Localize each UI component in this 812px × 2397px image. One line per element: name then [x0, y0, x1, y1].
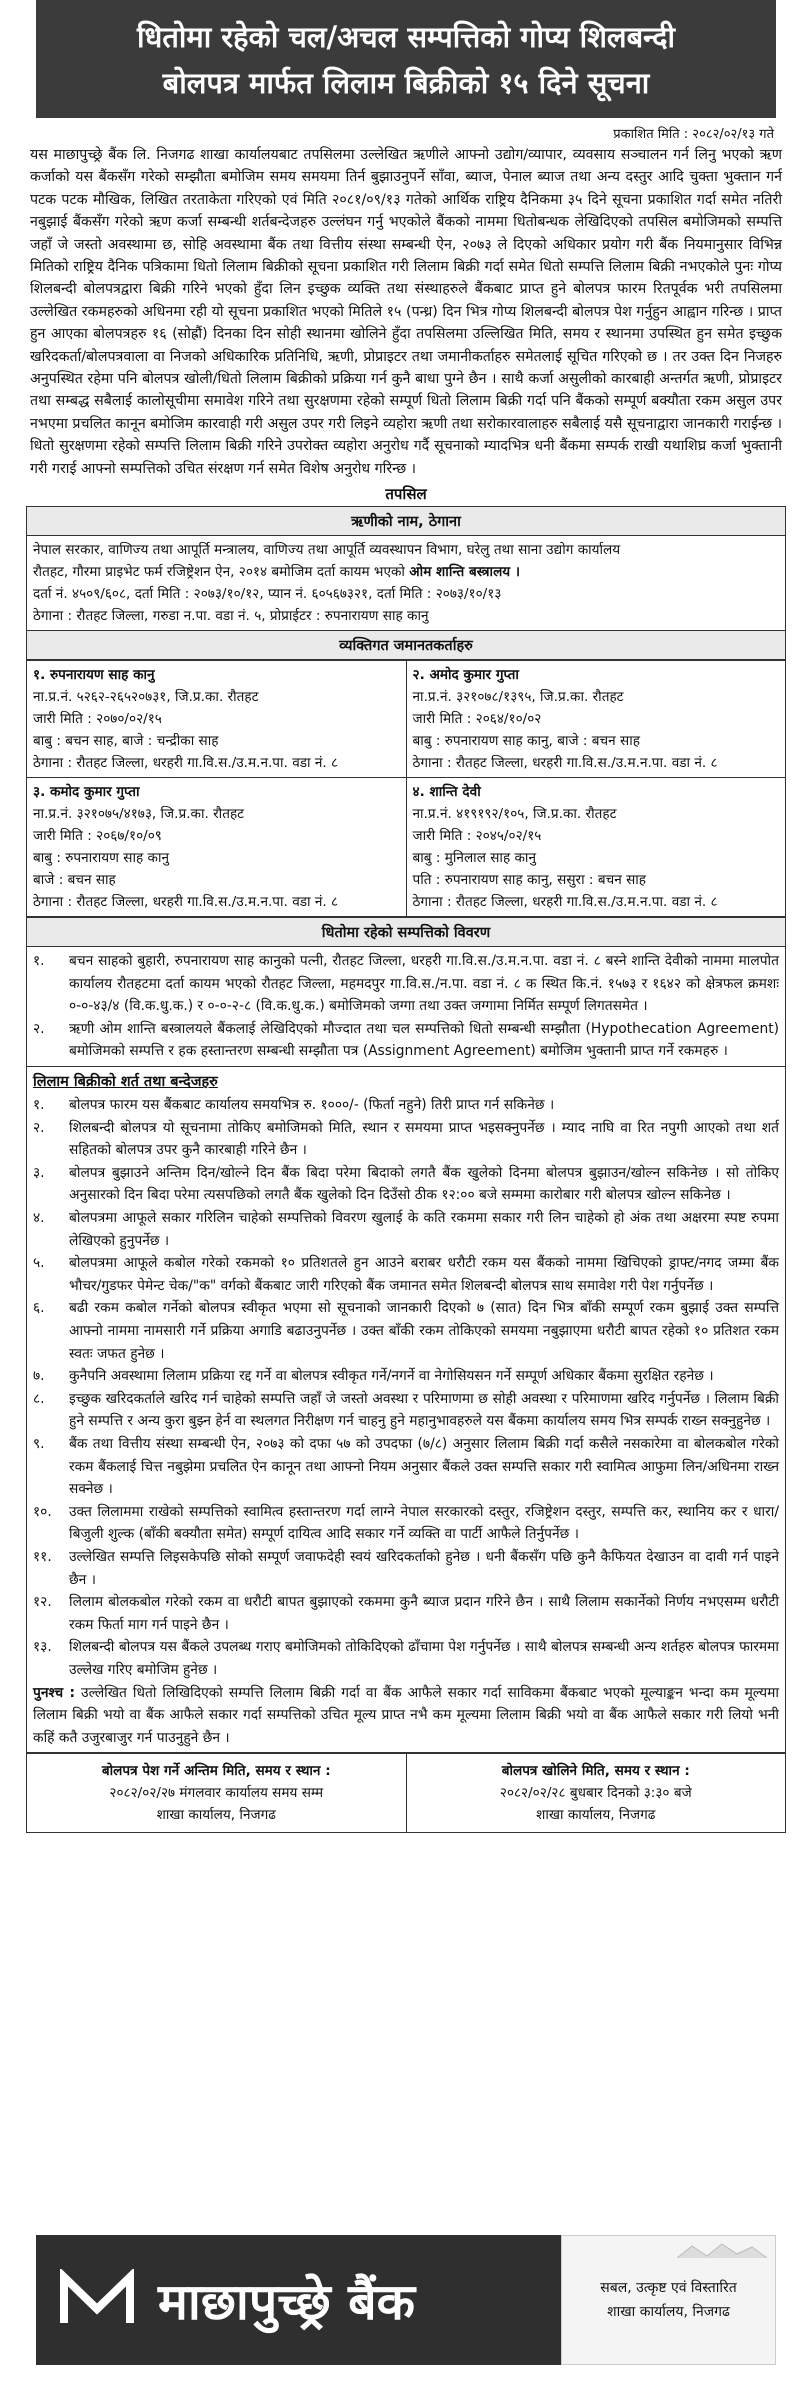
item-text: उक्त लिलाममा राखेको सम्पत्तिको स्वामित्व हस्तान्तरण गर्दा लाग्ने नेपाल सरकारको दस्तुर, रजिष्ट्रेशन दस्तुर, सम्पत्ति कर, स्थानिय कर र धारा/बिजुली शुल्क (बाँकी बक्यौता समेत) सम्पूर्ण दायित्व आदि सकार गर्ने व्यक्ति वा पार्टी आफैले तिर्नुपर्नेछ । — [69, 1503, 779, 1543]
collateral-list — [33, 950, 779, 1063]
bank-footer — [36, 2235, 776, 2365]
item-text: ऋणी ओम शान्ति बस्त्रालयले बैंकलाई लेखिदिएको मौज्दात तथा चल सम्पत्तिको धितो सम्बन्धी सम्झौता (Hypothecation Agreement) बमोजिमको सम्पत्ति र हक हस्तान्तरण सम्बन्धी सम्झौता पत्र (Assignment Agreement) बमोजिम भुक्तानी प्राप्त गर्ने रकमहरु । — [69, 1020, 779, 1060]
item-number: २. — [33, 1119, 45, 1136]
list-item — [33, 1018, 779, 1063]
item-number: ७. — [33, 1368, 45, 1385]
item-number: १२. — [33, 1594, 52, 1611]
list-item — [33, 1636, 779, 1681]
submission-place: शाखा कार्यालय, निजगढ — [156, 1807, 276, 1824]
item-text: कुनैपनि अवस्थामा लिलाम प्रक्रिया रद्द गर्ने वा बोलपत्र स्वीकृत गर्ने/नगर्ने वा नेगोसियसन गर्ने सम्पूर्ण अधिकार बैंकमा सुरक्षित रहनेछ । — [69, 1368, 714, 1385]
borrower-line-2-text: रौतहट, गौरमा प्राइभेट फर्म रजिष्ट्रेशन ऐन, २०१४ बमोजिम दर्ता कायम भएको — [33, 564, 410, 581]
borrower-heading: ऋणीको नाम, ठेगाना — [27, 507, 786, 536]
opening-time: २०८२/०२/२८ बुधबार दिनको ३:३० बजे — [499, 1785, 692, 1802]
conditions-body — [27, 1067, 786, 1753]
item-text: बचन साहको बुहारी, रुपनारायण साह कानुको पत्नी, रौतहट जिल्ला, धरहरी गा.वि.स./उ.म.न.पा. वडा नं. ८ बस्ने शान्ति देवीको नाममा मालपोत कार्यालय रौतहटमा दर्ता कायम भएको रौतहट जिल्ला, महमदपुर गा.वि.स./न.पा. वडा नं. ८ क स्थित कि.नं. १५७३ र १६४२ को क्षेत्रफल क्रमशः ०-०-४३/४ (वि.क.धु.क.) र ०-०-२-८ (वि.क.धु.क.) बमोजिमको जग्गा तथा उक्त जग्गामा निर्मित सम्पूर्ण लिगतसमेत । — [69, 953, 779, 1015]
borrower-table — [26, 506, 786, 660]
guarantor-issued: जारी मिति : २०६७/१०/०९ — [33, 828, 162, 845]
list-item — [33, 1297, 779, 1365]
item-number: १३. — [33, 1639, 52, 1656]
item-text: लिलाम बोलकबोल गरेको रकम वा धरौटी बापत बुझाएको रकममा कुनै ब्याज प्रदान गरिने छैन । साथै लिलाम सकार्नेको निर्णय नभएसम्म धरौटी रकम फिर्ता माग गर्न पाइने छैन । — [69, 1594, 779, 1633]
postscript-text: उल्लेखित धितो लिखिदिएको सम्पत्ति लिलाम बिक्री गर्दा वा बैंक आफैले सकार गर्दा साविकमा बैंकबाट भएको मूल्याङ्कन भन्दा कम मूल्यमा लिलाम बिक्री भयो वा बैंक आफैले सकार गर्दा सम्पत्तिको उचित मूल्य प्राप्त नभै कम मूल्यमा लिलाम बिक्री भयो वा बैंक आफैले सकार गरी लियो भनी कहिं कतै उजुरबाजुर गर्न पाउनुहुने छैन । — [33, 1684, 779, 1746]
item-number: १०. — [33, 1503, 52, 1520]
conditions-list — [33, 1094, 779, 1681]
list-item — [33, 1094, 779, 1117]
guarantor-relation: बाबु : रुपनारायण साह कानु, बाजे : बचन साह — [412, 733, 640, 750]
collateral-table — [26, 917, 786, 1753]
item-text: बोलपत्रमा आफूले कबोल गरेको रकमको १० प्रतिशतले हुन आउने बराबर धरौटी रकम यस बैंकको नाममा खिचिएको ड्राफ्ट/नगद जम्मा बैंक भौचर/गुडफर पेमेन्ट चेक/"क" वर्गको बैंकबाट जारी गरिएको बैंक जमानत समेत शिलबन्दी बोलपत्र साथ समावेश गरी पेश गर्नुपर्नेछ । — [69, 1255, 779, 1294]
mountain-logo-icon — [58, 2269, 136, 2331]
branch-info — [561, 2235, 776, 2365]
guarantor-card — [406, 778, 786, 917]
submission-time: २०८२/०२/२७ मंगलवार कार्यालय समय सम्म — [109, 1785, 324, 1802]
item-text: बैंक तथा वित्तीय संस्था सम्बन्धी ऐन, २०७३ को दफा ५७ को उपदफा (७/८) अनुसार लिलाम बिक्री गर्दा कसैले नसकारेमा वा बोलकबोल गरेको रकम बैंकलाई चित्त नबुझेमा प्रचलित ऐन कानून तथा आफ्नो नियम अनुसार बैंकले उक्त सम्पत्ति सकार गरी स्वामित्व आफुमा लिन/अधिनमा राख्न सक्नेछ । — [69, 1435, 779, 1498]
guarantor-name: ३. कमोद कुमार गुप्ता — [33, 784, 140, 801]
guarantor-issued: जारी मिति : २०६४/१०/०२ — [412, 711, 542, 728]
item-text: शिलबन्दी बोलपत्र यो सूचनामा तोकिए बमोजिमको मिति, स्थान र समयमा प्राप्त भइसक्नुपर्नेछ । म्याद नाघि वा रित नपुगी आएको तथा शर्त सहितको बोलपत्र उपर कुनै कारबाही गरिने छैन । — [69, 1119, 779, 1159]
item-number: ८. — [33, 1390, 45, 1407]
borrower-firm-name: ओम शान्ति बस्त्रालय । — [409, 564, 521, 581]
item-number: १. — [33, 1097, 45, 1114]
opening-schedule — [406, 1754, 786, 1833]
guarantors-heading: व्यक्तिगत जमानतकर्ताहरु — [27, 631, 786, 660]
title-line-2: बोलपत्र मार्फत लिलाम बिक्रीको १५ दिने सूचना — [162, 66, 650, 100]
list-item — [33, 950, 779, 1018]
guarantors-table — [26, 660, 786, 917]
guarantor-citizenship: ना.प्र.नं. ३२१०७८/१३९५, जि.प्र.का. रौतहट — [412, 689, 624, 706]
mountain-peaks-icon — [677, 2242, 767, 2258]
guarantor-relation: बाबु : मुनिलाल साह कानु — [412, 850, 536, 867]
item-text: बोलपत्र फारम यस बैंकबाट कार्यालय समयभित्र रु. १०००/- (फिर्ता नहुने) तिरी प्राप्त गर्न सकिनेछ । — [69, 1097, 555, 1114]
item-text: उल्लेखित सम्पत्ति लिइसकेपछि सोको सम्पूर्ण जवाफदेही स्वयं खरिदकर्ताको हुनेछ । धनी बैंकसँग पछि कुनै कैफियत देखाउन वा दावी गर्न पाइने छैन । — [69, 1548, 779, 1588]
guarantor-name: ४. शान्ति देवी — [412, 784, 481, 801]
guarantor-address: ठेगाना : रौतहट जिल्ला, धरहरी गा.वि.स./उ.म.न.पा. वडा नं. ८ — [33, 755, 339, 772]
list-item — [33, 1117, 779, 1162]
borrower-line-3: दर्ता नं. ४५०९/६०८, दर्ता मिति : २०७३/१०/१२, प्यान नं. ६०५६७३२१, दर्ता मिति : २०७३/१०/१३ — [33, 586, 502, 603]
submission-schedule — [27, 1754, 407, 1833]
guarantor-relation-2: पति : रुपनारायण साह कानु, ससुरा : बचन साह — [412, 872, 647, 889]
published-date: प्रकाशित मिति : २०८२/०२/१३ गते — [613, 127, 774, 142]
item-number: ३. — [33, 1164, 45, 1181]
guarantor-relation: बाबु : बचन साह, बाजे : चन्द्रीका साह — [33, 733, 219, 750]
list-item — [33, 1388, 779, 1433]
item-number: १. — [33, 953, 45, 970]
borrower-line-1: नेपाल सरकार, वाणिज्य तथा आपूर्ति मन्त्रालय, वाणिज्य तथा आपूर्ति व्यवस्थापन विभाग, घरेलु तथा साना उद्योग कार्यालय — [33, 542, 621, 559]
item-number: ११. — [33, 1548, 52, 1565]
item-number: ९. — [33, 1435, 45, 1452]
item-number: २. — [33, 1020, 45, 1037]
guarantor-address: ठेगाना : रौतहट जिल्ला, धरहरी गा.वि.स./उ.म.न.पा. वडा नं. ८ — [412, 755, 718, 772]
guarantor-card — [27, 661, 407, 778]
list-item — [33, 1501, 779, 1546]
bank-name: माछापुच्छ्रे बैंक — [158, 2273, 416, 2331]
guarantor-relation: बाबु : रुपनारायण साह कानु — [33, 850, 170, 867]
item-text: बोलपत्र बुझाउने अन्तिम दिन/खोल्ने दिन बैंक बिदा परेमा बिदाको लगतै बैंक खुलेको दिनमा बोलपत्र बुझाउन/खोल्न सकिनेछ । सो तोकिए अनुसारको दिन बिदा परेमा त्यसपछिको लगतै बैंक खुलेको दिन दिउँसो ठीक १२:०० बजे सम्ममा कारोबार गरी बोलपत्र खोल्न सकिनेछ । — [69, 1164, 779, 1204]
guarantor-issued: जारी मिति : २०७०/०२/१५ — [33, 711, 162, 728]
item-number: ५. — [33, 1255, 45, 1272]
item-number: ६. — [33, 1300, 45, 1317]
list-item — [33, 1252, 779, 1297]
list-item — [33, 1433, 779, 1501]
item-text: बोलपत्रमा आफूले सकार गरिलिन चाहेको सम्पत्तिको विवरण खुलाई के कति रकममा सकार गरी लिन चाहेको हो अंक तथा अक्षरमा स्पष्ट रुपमा लेखिएको हुनुपर्नेछ । — [69, 1210, 779, 1249]
conditions-heading: लिलाम बिक्रीको शर्त तथा बन्देजहरु — [33, 1074, 218, 1091]
borrower-line-4: ठेगाना : रौतहट जिल्ला, गरुडा न.पा. वडा नं. ५, प्रोप्राईटर : रुपनारायण साह कानु — [33, 608, 429, 625]
intro-paragraph: यस माछापुच्छ्रे बैंक लि. निजगढ शाखा कार्यालयबाट तपसिलमा उल्लेखित ऋणीले आफ्नो उद्योग/व्यापार, व्यवसाय सञ्चालन गर्न लिनु भएको ऋण कर्जाको यस बैंकसँग गरेको सम्झौता बमोजिम समय समयमा तिर्न बुझाउनुपर्ने साँवा, ब्याज, पेनाल ब्याज तथा अन्य दस्तुर आदि चुक्ता भुक्तान गर्न पटक पटक मौखिक, लिखित तरताकेता गरिएको एवं मिति २०८१/०९/१३ गतेको आर्थिक राष्ट्रिय दैनिकमा ३५ दिने सूचना प्रकाशित गर्दा समेत नतिरी नबुझाई बैंकसँग गरेको ऋण कर्जा सम्बन्धी शर्तबन्देजहरु उल्लंघन गर्नु भएकोले बैंकको नाममा धितोबन्धक लेखिदिएको तपसिल बमोजिमको सम्पत्ति जहाँ जे जस्तो अवस्थामा छ, सोहि अवस्थामा बैंक तथा वित्तीय संस्था सम्बन्धी ऐन, २०७३ ले दिएको अधिकार प्रयोग गरी बैंक नियमानुसार विभिन्न मितिको राष्ट्रिय दैनिक पत्रिकामा धितो लिलाम बिक्रीको सूचना प्रकाशित गरी लिलाम बिक्री गर्दा समेत धितो सम्पत्ति लिलाम बिक्री नभएकोले पुनः गोप्य शिलबन्दी बोलपत्रद्वारा बिक्री गरिने भएको हुँदा लिन इच्छुक व्यक्ति तथा संस्थाहरुले बैंकबाट प्राप्त हुने बोलपत्र फारम रितपूर्वक भरी तपसिलमा उल्लेखित रकमहरुको अधिनमा रही यो सूचना प्रकाशित भएको मितिले १५ (पन्ध्र) दिन भित्र गोप्य शिलबन्दी बोलपत्र पेश गर्नुहुन आह्वान गरिन्छ । प्राप्त हुन आएका बोलपत्रहरु १६ (सोह्रौं) दिनका दिन सोही स्थानमा खोलिने हुँदा तपसिलमा उल्लिखित मिति, समय र स्थानमा उपस्थित हुन समेत इच्छुक खरिदकर्ता/बोलपत्रवाला वा निजको अधिकारिक प्रतिनिधि, ऋणी, प्रोप्राइटर तथा जमानीकर्ताहरु समेतलाई सूचित गरिएको छ । तर उक्त दिन निजहरु अनुपस्थित रहेमा पनि बोलपत्र खोली/धितो लिलाम बिक्रीको प्रक्रिया गर्न कुनै बाधा पुग्ने छैन । साथै कर्जा असुलीको कारबाही अन्तर्गत ऋणी, प्रोप्राइटर तथा सम्बद्ध सबैलाई कालोसूचीमा समावेश गरिने तथा सुरक्षणमा रहेको सम्पूर्ण धितो लिलाम बिक्री गर्दा पनि बैंकको सम्पूर्ण बक्यौता रकम असुल उपर नभएमा प्रचलित कानून बमोजिम कारवाही गरी असुल उपर गरी लिइने व्यहोरा ऋणी तथा सरोकारवालाहरु सबैलाई यसै सूचनाद्वारा जानकारी गराईन्छ । धितो सुरक्षणमा रहेको सम्पत्ति लिलाम बिक्री गरिने उपरोक्त व्यहोरा अनुरोध गर्दै सूचनाको म्यादभित्र धनी बैंकमा सम्पर्क राखी यथाशिघ्र कर्जा भुक्तानी गरी गराई आफ्नो सम्पत्तिको उचित संरक्षण गर्न समेत विशेष अनुरोध गरिन्छ । — [30, 147, 782, 477]
guarantor-card — [27, 778, 407, 917]
list-item — [33, 1207, 779, 1252]
opening-place: शाखा कार्यालय, निजगढ — [536, 1807, 656, 1824]
notice-title — [36, 0, 776, 118]
list-item — [33, 1546, 779, 1591]
guarantor-citizenship: ना.प्र.नं. ३२१०७५/४१७३, जि.प्र.का. रौतहट — [33, 806, 245, 823]
item-text: इच्छुक खरिदकर्ताले खरिद गर्न चाहेको सम्पत्ति जहाँ जे जस्तो अवस्था र परिमाणमा छ सोही अवस्था र परिमाणमा खरिद गर्नुपर्नेछ । लिलाम बिक्री हुने सम्पत्ति र अन्य कुरा बुझ्न हेर्न वा स्थलगत निरीक्षण गर्न चाहनु हुने महानुभावहरुले यस बैंकमा कार्यालय समय भित्र सम्पर्क राख्न सक्नुहुनेछ । — [69, 1390, 779, 1430]
postscript-label: पुनश्च : — [33, 1684, 76, 1701]
tapsil-heading: तपसिल — [385, 485, 427, 504]
guarantor-address: ठेगाना : रौतहट जिल्ला, धरहरी गा.वि.स./उ.म.न.पा. वडा नं. ८ — [33, 894, 339, 911]
item-text: शिलबन्दी बोलपत्र यस बैंकले उपलब्ध गराए बमोजिमको तोकिदिएको ढाँचामा पेश गर्नुपर्नेछ । साथै बोलपत्र सम्बन्धी अन्य शर्तहरु बोलपत्र फारममा उल्लेख गरिए बमोजिम हुनेछ । — [69, 1639, 779, 1678]
guarantor-name: १. रुपनारायण साह कानु — [33, 667, 155, 684]
borrower-line-2 — [33, 561, 779, 583]
opening-label: बोलपत्र खोलिने मिति, समय र स्थान : — [501, 1763, 690, 1780]
list-item — [33, 1365, 779, 1388]
postscript — [33, 1682, 779, 1750]
guarantor-address: ठेगाना : रौतहट जिल्ला, धरहरी गा.वि.स./उ.म.न.पा. वडा नं. ८ — [412, 894, 718, 911]
bank-brand — [36, 2235, 561, 2365]
guarantor-card — [406, 661, 786, 778]
submission-label: बोलपत्र पेश गर्ने अन्तिम मिति, समय र स्थान : — [101, 1763, 331, 1780]
borrower-details — [27, 536, 786, 631]
guarantor-citizenship: ना.प्र.नं. ४१९१९२/१०५, जि.प्र.का. रौतहट — [412, 806, 617, 823]
guarantor-name: २. अमोद कुमार गुप्ता — [412, 667, 519, 684]
branch-name: शाखा कार्यालय, निजगढ — [607, 2304, 730, 2320]
title-line-1: धितोमा रहेको चल/अचल सम्पत्तिको गोप्य शिलबन्दी — [136, 20, 676, 54]
collateral-body — [27, 947, 786, 1067]
list-item — [33, 1591, 779, 1636]
item-text: बढी रकम कबोल गर्नेको बोलपत्र स्वीकृत भएमा सो सूचनाको जानकारी दिएको ७ (सात) दिन भित्र बाँकी सम्पूर्ण रकम बुझाई उक्त सम्पत्ति आफ्नो नाममा नामसारी गर्ने प्रक्रिया अगाडि बढाउनुपर्नेछ । उक्त बाँकी रकम तोकिएको समयमा नबुझाएमा धरौटी बापत रहेको १० प्रतिशत रकम स्वतः जफत हुनेछ । — [69, 1300, 779, 1362]
schedule-table — [26, 1753, 786, 1833]
guarantor-relation-2: बाजे : बचन साह — [33, 872, 116, 889]
collateral-heading: धितोमा रहेको सम्पत्तिको विवरण — [27, 918, 786, 947]
item-number: ४. — [33, 1210, 45, 1227]
guarantor-citizenship: ना.प्र.नं. ५२६२-२६५२०७३१, जि.प्र.का. रौतहट — [33, 689, 259, 706]
list-item — [33, 1162, 779, 1207]
bank-tagline: सबल, उत्कृष्ट एवं विस्तारित — [600, 2280, 737, 2296]
guarantor-issued: जारी मिति : २०४५/०२/१५ — [412, 828, 542, 845]
